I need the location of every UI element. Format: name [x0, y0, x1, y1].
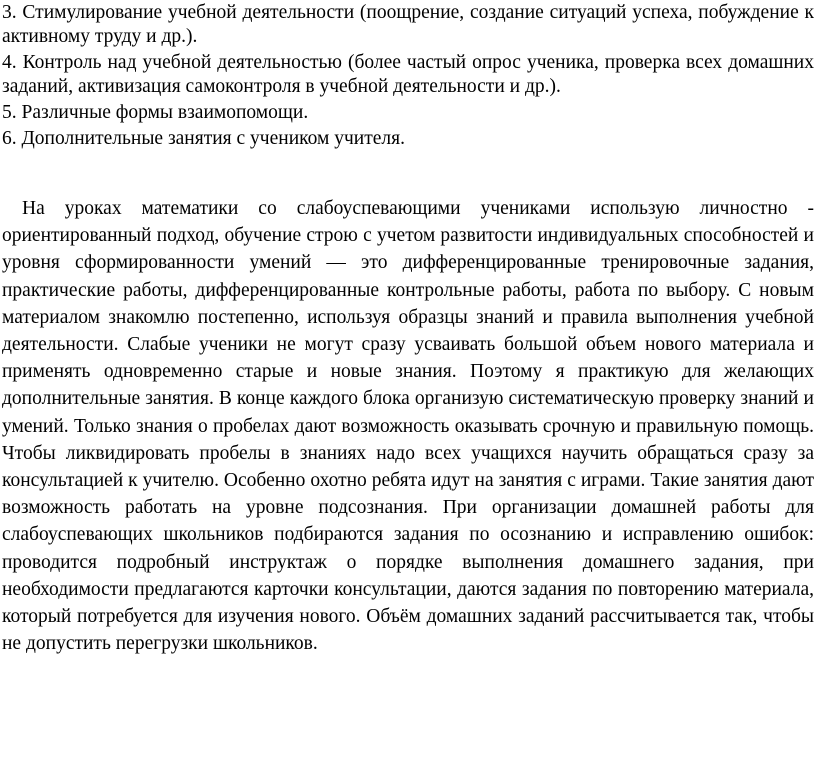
list-item: 5. Различные формы взаимопомощи.	[2, 102, 309, 123]
list-item: 4. Контроль над учебной деятельностью (более частый опрос ученика, проверка всех домашних заданий, активизация самоконтроля в учебной деятельности и др.).	[2, 52, 814, 97]
list-item: 3. Стимулирование учебной деятельности (поощрение, создание ситуаций успеха, побуждение к активному труду и др.).	[2, 2, 814, 47]
measures-list	[2, 0, 816, 151]
list-item: 6. Дополнительные занятия с учеником учителя.	[2, 128, 405, 149]
paragraph-spacer	[2, 151, 816, 195]
main-paragraph: На уроках математики со слабоуспевающими учениками использую личностно - ориентированный подход, обучение строю с учетом развитости индивидуальных способностей и уровня сформированности умений — это дифференцированные тренировочные задания, практические работы, дифференцированные контрольные работы, работа по выбору. С новым материалом знакомлю постепенно, используя образцы знаний и правила выполнения учебной деятельности. Слабые ученики не могут сразу усваивать большой объем нового материала и применять одновременно старые и новые знания. Поэтому я практикую для желающих дополнительные занятия. В конце каждого блока организую систематическую проверку знаний и умений. Только знания о пробелах дают возможность оказывать срочную и правильную помощь. Чтобы ликвидировать пробелы в знаниях надо всех учащихся научить обращаться сразу за консультацией к учителю. Особенно охотно ребята идут на занятия с играми. Такие занятия дают возможность работать на уровне подсознания. При организации домашней работы для слабоуспевающих школьников подбираются задания по осознанию и исправлению ошибок: проводится подробный инструктаж о порядке выполнения домашнего задания, при необходимости предлагаются карточки консультации, даются задания по повторению материала, который потребуется для изучения нового. Объём домашних заданий рассчитывается так, чтобы не допустить перегрузки школьников.	[2, 198, 814, 655]
